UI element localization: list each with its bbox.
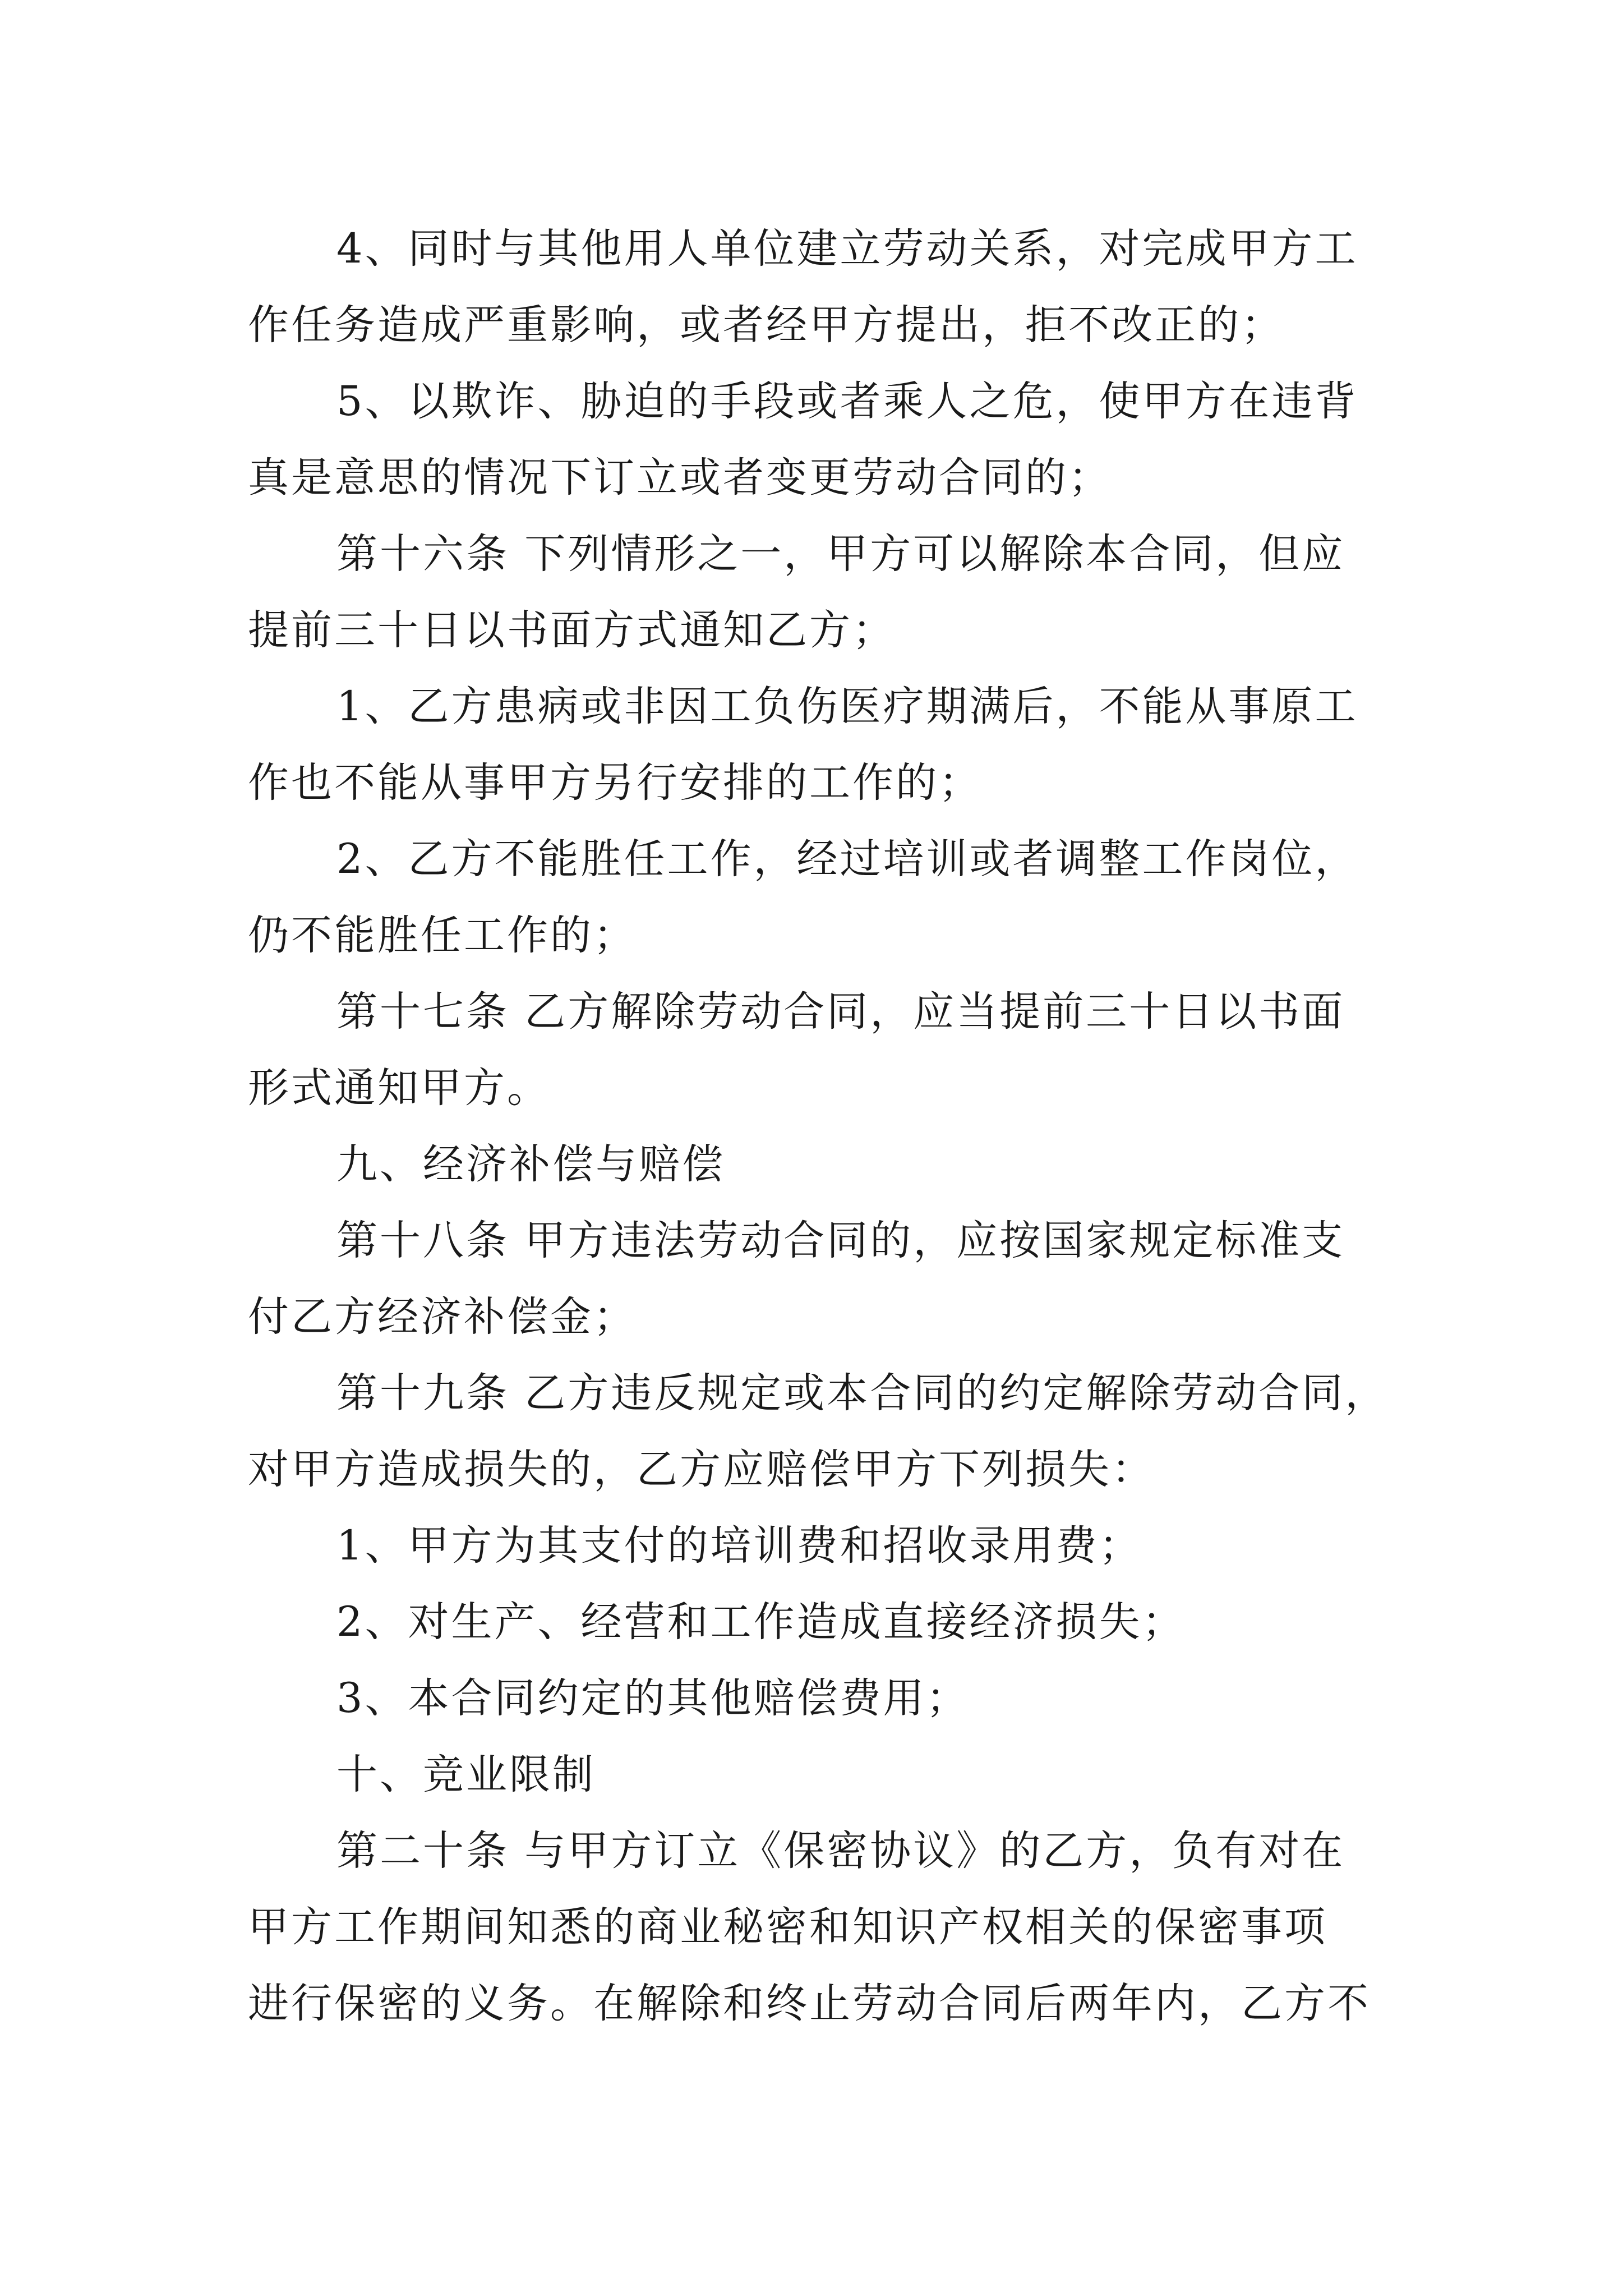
text-line: 2、对生产、经营和工作造成直接经济损失； bbox=[336, 1598, 1186, 1646]
text-line: 3、本合同约定的其他赔偿费用； bbox=[336, 1674, 970, 1722]
text-line: 仍不能胜任工作的； bbox=[248, 912, 637, 959]
text-line: 作也不能从事甲方另行安排的工作的； bbox=[248, 759, 982, 807]
article-17-heading: 第十七条 乙方解除劳动合同，应当提前三十日以书面 bbox=[336, 988, 1345, 1036]
section-10-title: 十、竞业限制 bbox=[336, 1751, 596, 1798]
text-line: 2、乙方不能胜任工作，经过培训或者调整工作岗位， bbox=[336, 835, 1358, 883]
text-line: 1、乙方患病或非因工负伤医疗期满后，不能从事原工 bbox=[336, 683, 1358, 730]
article-16-heading: 第十六条 下列情形之一，甲方可以解除本合同，但应 bbox=[336, 530, 1345, 578]
article-18-heading: 第十八条 甲方违法劳动合同的，应按国家规定标准支 bbox=[336, 1217, 1345, 1264]
text-line: 1、甲方为其支付的培训费和招收录用费； bbox=[336, 1522, 1142, 1570]
text-line: 4、同时与其他用人单位建立劳动关系，对完成甲方工 bbox=[336, 225, 1358, 273]
text-line: 作任务造成严重影响，或者经甲方提出，拒不改正的； bbox=[248, 301, 1284, 349]
text-line: 甲方工作期间知悉的商业秘密和知识产权相关的保密事项 bbox=[248, 1903, 1327, 1951]
text-line: 形式通知甲方。 bbox=[248, 1064, 550, 1112]
text-line: 提前三十日以书面方式通知乙方； bbox=[248, 606, 896, 654]
text-line: 5、以欺诈、胁迫的手段或者乘人之危，使甲方在违背 bbox=[336, 378, 1358, 425]
article-20-heading: 第二十条 与甲方订立《保密协议》的乙方，负有对在 bbox=[336, 1827, 1345, 1875]
text-line: 进行保密的义务。在解除和终止劳动合同后两年内，乙方不 bbox=[248, 1980, 1371, 2027]
article-19-heading: 第十九条 乙方违反规定或本合同的约定解除劳动合同， bbox=[336, 1369, 1389, 1417]
document-body bbox=[248, 211, 1392, 2042]
section-9-title: 九、经济补偿与赔偿 bbox=[336, 1140, 725, 1188]
text-line: 对甲方造成损失的，乙方应赔偿甲方下列损失： bbox=[248, 1446, 1155, 1493]
text-line: 真是意思的情况下订立或者变更劳动合同的； bbox=[248, 454, 1112, 501]
text-line: 付乙方经济补偿金； bbox=[248, 1293, 637, 1341]
